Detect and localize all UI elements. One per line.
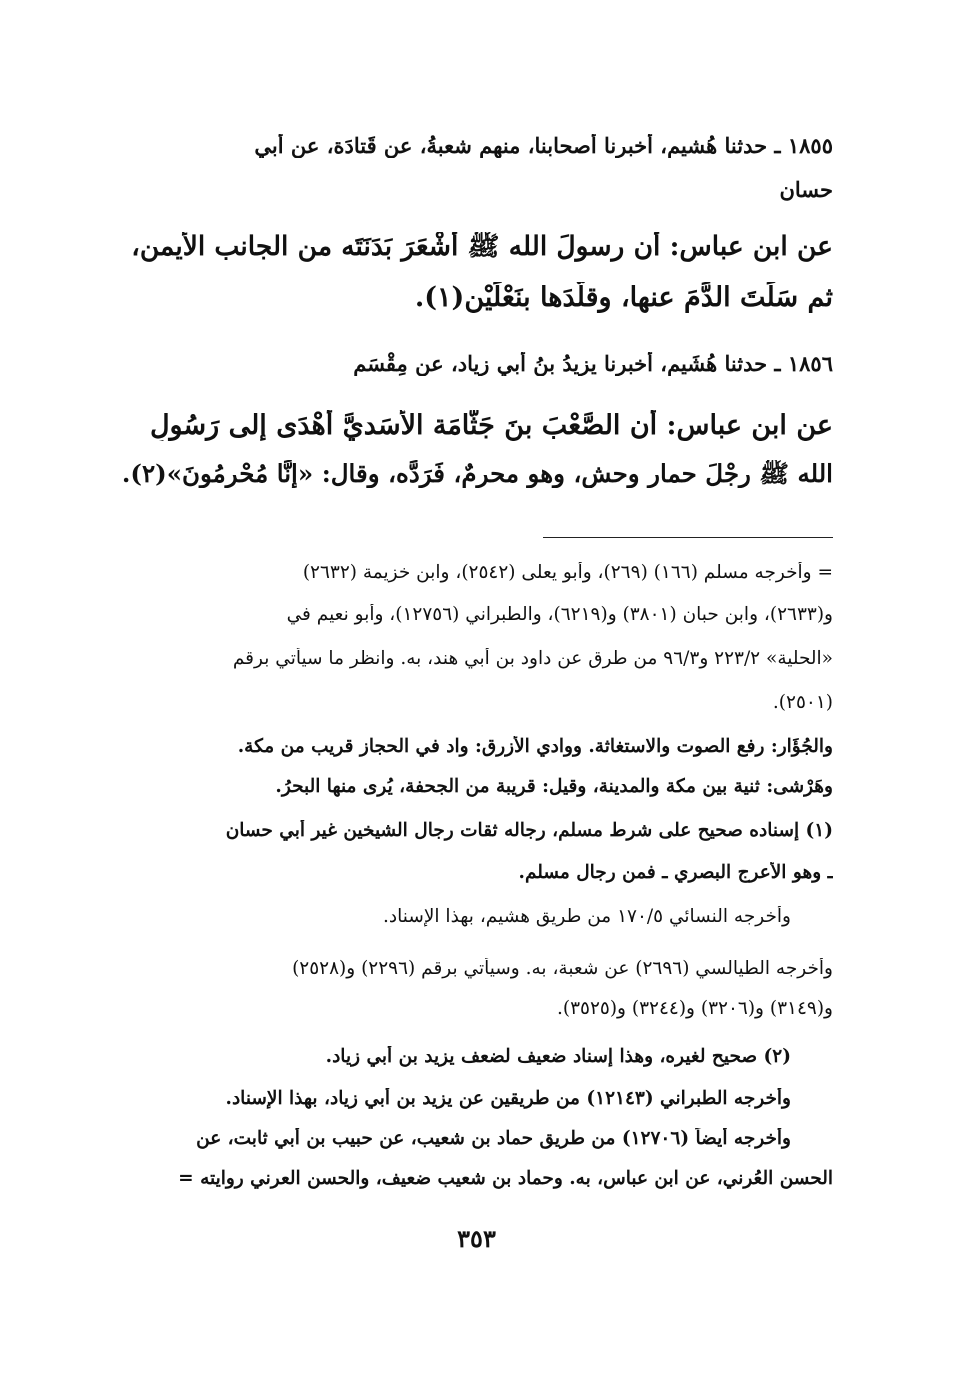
hadith-1855-matn-line-2: ثم سَلَتَ الدَّمَ عنها، وقلَّدَها بنَعْلَيْن(١). [414,282,833,313]
gloss-line-2: وهَرْشى: ثنية بين مكة والمدينة، وقيل: قريبة من الجحفة، يُرى منها البحرُ. [275,776,833,797]
footnote-1-line-4: وأخرجه الطيالسي (٢٦٩٦) عن شعبة، به. وسيأتي برقم (٢٢٩٦) و(٢٥٢٨) [292,958,833,979]
hadith-1856-matn-line-2: الله ﷺ رِجْلَ حمارِ وحشٍ، وهو محرمٌ، فَرَدَّه، وقال: «إنَّا مُحْرِمُونَ»(٢). [121,460,833,488]
hadith-1856-isnad-line-1: ١٨٥٦ ـ حدثنا هُشَيم، أخبرنا يزيدُ بنُ أبي زياد، عن مِقْسَمٍ [353,352,833,376]
hadith-1855-isnad-line-1: ١٨٥٥ ـ حدثنا هُشيم، أخبرنا أصحابنا، منهم شعبةُ، عن قَتادَة، عن أبي [254,134,833,158]
footnote-continued-line-3: «الحلية» ٢٢٣/٢ و٩٦/٣ من طرق عن داود بن أبي هند، به. وانظر ما سيأتي برقم [232,648,833,669]
hadith-1856-matn-line-1: عن ابن عباس: أن الصَّعْبَ بنَ جَثَّامَة الأَسَديَّ أَهْدَى إلى رَسُولِ [149,410,833,441]
footnote-2-line-3: وأخرجه أيضاً (١٢٧٠٦) من طريق حماد بن شعيب، عن حبيب بن أبي ثابت، عن [196,1128,791,1149]
footnote-1-line-1: (١) إسناده صحيح على شرط مسلم، رجاله ثقات رجال الشيخين غير أبي حسان [225,820,833,841]
hadith-1855-matn-line-1: عن ابن عباس: أن رسولَ الله ﷺ أَشْعَرَ بَدَنَتَه من الجانب الأيمن، [131,232,833,262]
page-number: ٣٥٣ [457,1224,496,1253]
gloss-line-1: والجُؤَار: رفع الصوت والاستغاثة. ووادي الأزرق: واد في الحجاز قريب من مكة. [237,736,833,757]
footnote-continued-line-2: و(٢٦٣٣)، وابن حبان (٣٨٠١) و(٦٢١٩)، والطبراني (١٢٧٥٦)، وأبو نعيم في [286,604,833,625]
footnote-1-line-2: ـ وهو الأعرج البصري ـ فمن رجال مسلم. [518,862,833,883]
footnote-2-line-1: (٢) صحيح لغيره، وهذا إسناد ضعيف لضعف يزيد بن أبي زياد. [325,1046,791,1067]
footnote-separator [543,537,833,538]
hadith-1855-isnad-line-2: حسان [779,178,833,202]
footnote-2-line-4: الحسن العُرني، عن ابن عباس، به. وحماد بن شعيب ضعيف، والحسن العرني روايته = [178,1168,833,1189]
footnote-continued-line-4: (٢٥٠١). [772,692,833,713]
footnote-continued-line-1: = وأخرجه مسلم (١٦٦) (٢٦٩)، وأبو يعلى (٢٥٤٢)، وابن خزيمة (٢٦٣٢) [302,562,833,583]
footnote-2-line-2: وأخرجه الطبراني (١٢١٤٣) من طريقين عن يزيد بن أبي زياد، بهذا الإسناد. [225,1088,791,1109]
footnote-1-line-5: و(٣١٤٩) و(٣٢٠٦) و(٣٢٤٤) و(٣٥٢٥). [556,998,833,1019]
footnote-1-line-3: وأخرجه النسائي ١٧٠/٥ من طريق هشيم، بهذا الإسناد. [383,906,791,927]
